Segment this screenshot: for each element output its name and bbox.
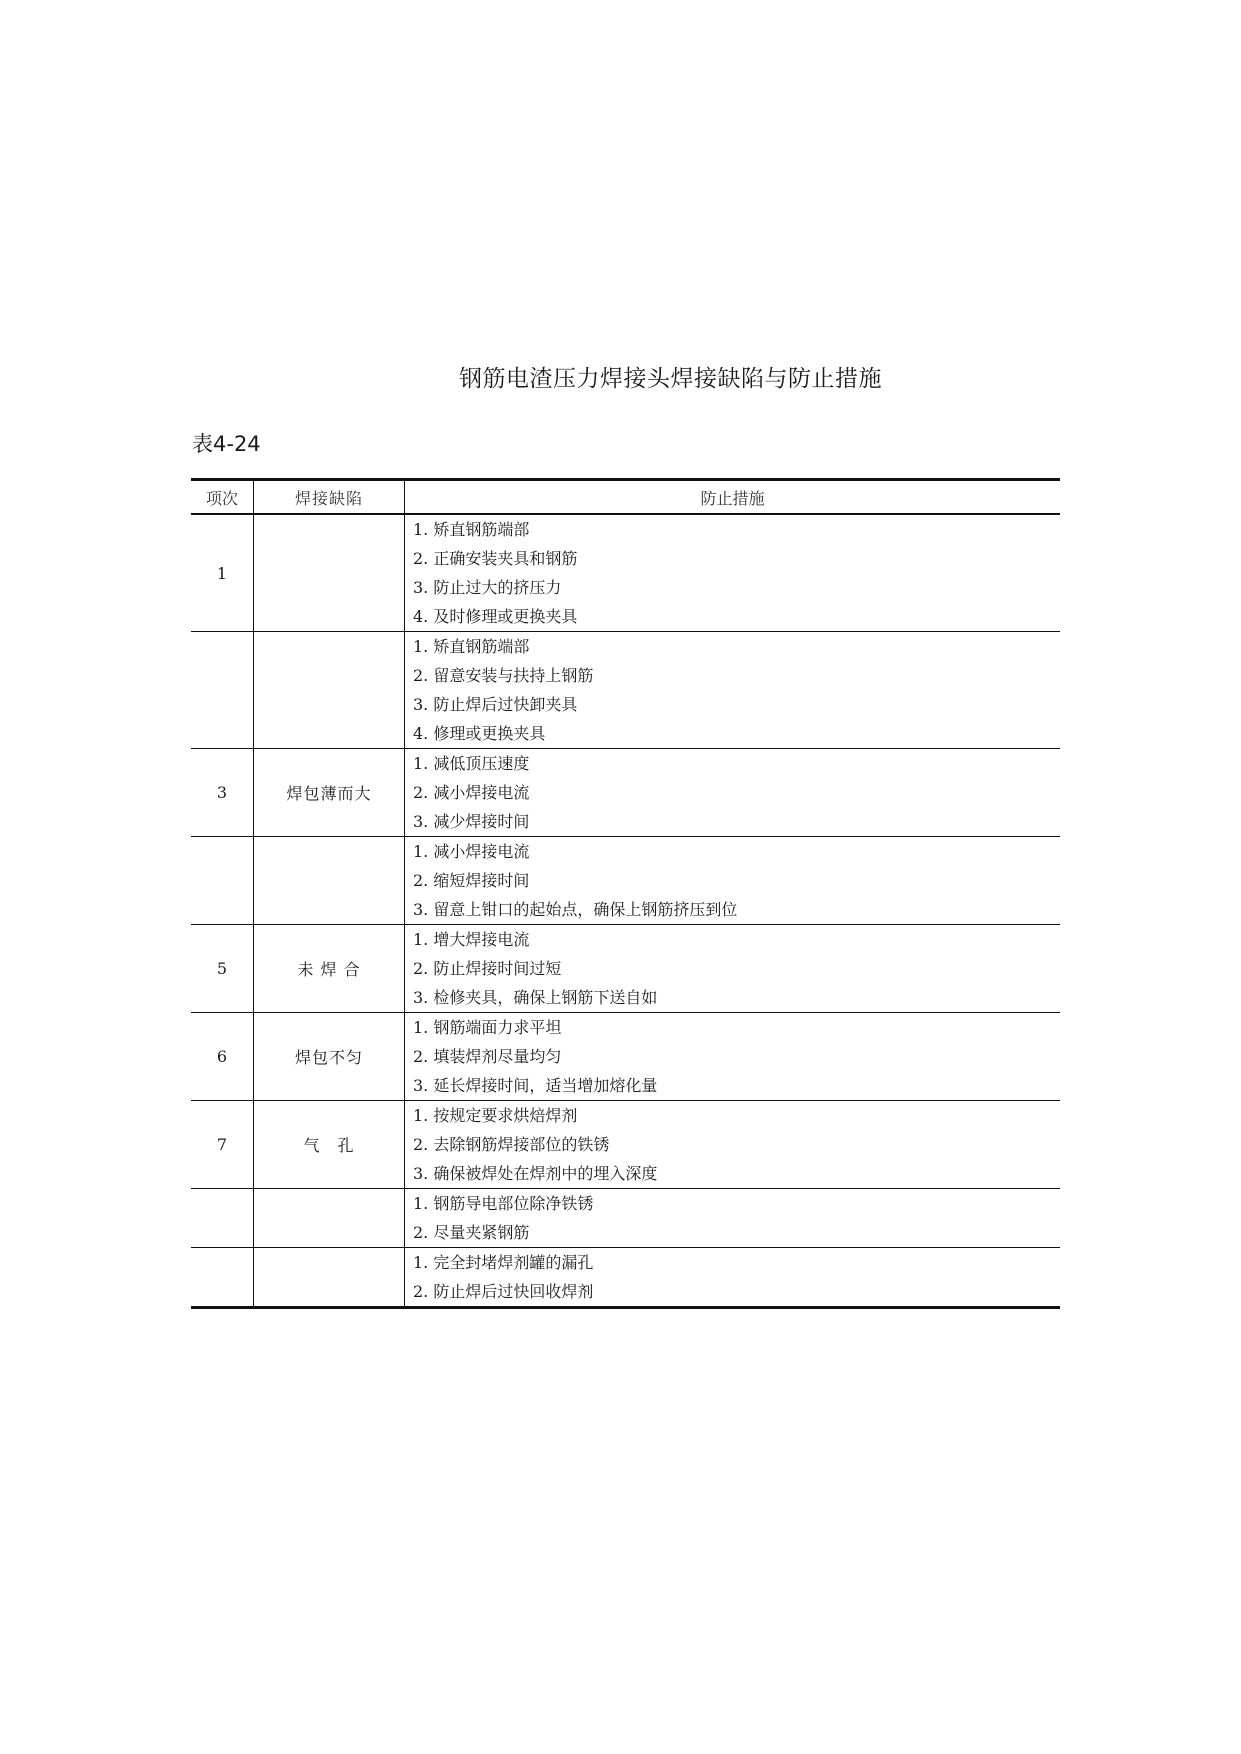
row-defect [254,632,405,749]
measure-item: 2. 减小焊接电流 [413,783,530,802]
row-measures [405,514,1061,632]
measure-item: 2. 去除钢筋焊接部位的铁锈 [413,1135,610,1154]
measure-item: 2. 防止焊接时间过短 [413,959,562,978]
measure-item: 3. 检修夹具，确保上钢筋下送自如 [413,988,658,1007]
measure-item: 3. 防止焊后过快卸夹具 [413,695,578,714]
measure-item: 2. 留意安装与扶持上钢筋 [413,666,594,685]
row-measures [405,749,1061,837]
row-measures [405,1013,1061,1101]
measure-item: 3. 确保被焊处在焊剂中的埋入深度 [413,1164,658,1183]
row-measures [405,1248,1061,1308]
row-item-no [191,1248,254,1308]
row-defect: 焊包薄而大 [254,749,405,837]
row-defect [254,837,405,925]
row-item-no: 5 [191,925,254,1013]
measure-item: 4. 及时修理或更换夹具 [413,607,578,626]
measure-item: 1. 矫直钢筋端部 [413,637,530,656]
row-item-no: 1 [191,514,254,632]
row-item-no: 3 [191,749,254,837]
row-item-no [191,632,254,749]
measure-item: 1. 减低顶压速度 [413,754,530,773]
header-defect: 焊接缺陷 [254,480,405,515]
measure-item: 3. 留意上钳口的起始点，确保上钢筋挤压到位 [413,900,738,919]
row-measures [405,1189,1061,1248]
row-defect [254,1189,405,1248]
measure-item: 4. 修理或更换夹具 [413,724,546,743]
measure-item: 1. 按规定要求烘焙焊剂 [413,1106,578,1125]
measure-item: 1. 钢筋导电部位除净铁锈 [413,1194,594,1213]
header-item-no: 项次 [191,480,254,515]
table-row [191,1248,1060,1308]
table-row [191,925,1060,1013]
table-row [191,837,1060,925]
measure-item: 1. 完全封堵焊剂罐的漏孔 [413,1253,594,1272]
row-item-no: 7 [191,1101,254,1189]
table-row [191,514,1060,632]
measure-item: 1. 增大焊接电流 [413,930,530,949]
header-measures: 防止措施 [405,480,1061,515]
row-measures [405,632,1061,749]
row-measures [405,925,1061,1013]
table-body [191,514,1060,1308]
row-defect: 焊包不匀 [254,1013,405,1101]
row-measures [405,837,1061,925]
row-defect: 未 焊 合 [254,925,405,1013]
table-row [191,749,1060,837]
row-item-no [191,837,254,925]
measure-item: 3. 减少焊接时间 [413,812,530,831]
measure-item: 2. 缩短焊接时间 [413,871,530,890]
measure-item: 2. 尽量夹紧钢筋 [413,1223,530,1242]
measure-item: 3. 防止过大的挤压力 [413,578,562,597]
table-row [191,632,1060,749]
table-number-label: 表4-24 [192,432,261,456]
row-measures [405,1101,1061,1189]
welding-defects-table [191,478,1060,1309]
row-item-no [191,1189,254,1248]
measure-item: 2. 防止焊后过快回收焊剂 [413,1282,594,1301]
measure-item: 2. 正确安装夹具和钢筋 [413,549,578,568]
table-row [191,1189,1060,1248]
measure-item: 1. 钢筋端面力求平坦 [413,1018,562,1037]
row-defect [254,1248,405,1308]
table-row [191,1101,1060,1189]
row-defect [254,514,405,632]
measure-item: 1. 减小焊接电流 [413,842,530,861]
measure-item: 3. 延长焊接时间，适当增加熔化量 [413,1076,658,1095]
table-header-row [191,480,1060,515]
document-title: 钢筋电渣压力焊接头焊接缺陷与防止措施 [459,366,882,392]
row-defect: 气 孔 [254,1101,405,1189]
measure-item: 1. 矫直钢筋端部 [413,520,530,539]
row-item-no: 6 [191,1013,254,1101]
table-row [191,1013,1060,1101]
measure-item: 2. 填装焊剂尽量均匀 [413,1047,562,1066]
